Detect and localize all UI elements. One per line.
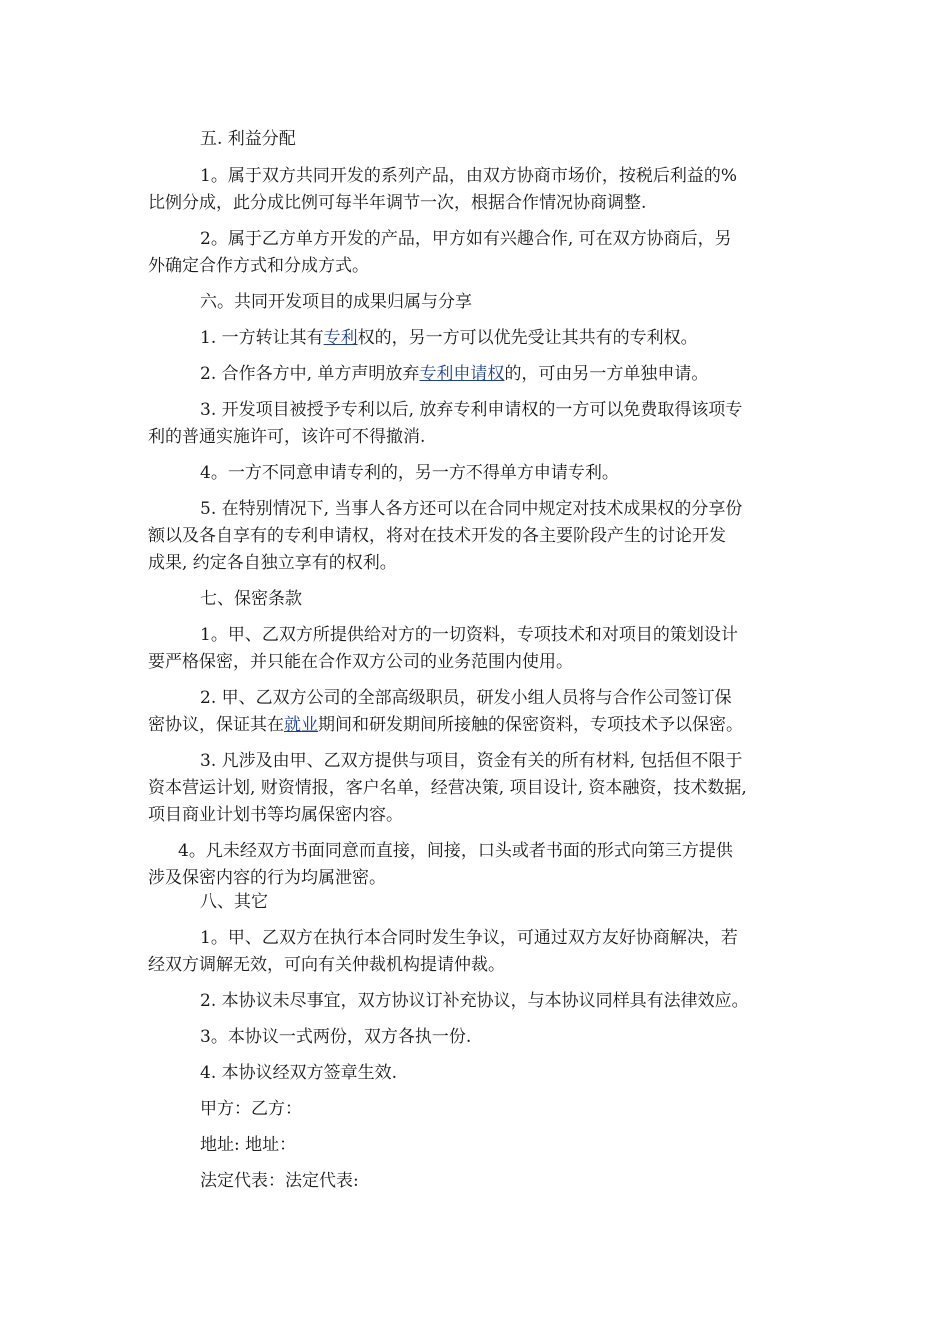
- section-8-para-3: 3。本协议一式两份，双方各执一份.: [200, 1027, 472, 1047]
- section-7-para-3: 3. 凡涉及由甲、乙双方提供与项目，资金有关的所有材料, 包括但不限于: [200, 751, 743, 771]
- section-6-para-5: 5. 在特别情况下, 当事人各方还可以在合同中规定对技术成果权的分享份: [200, 499, 743, 519]
- section-7-para-4-cont: 涉及保密内容的行为均属泄密。: [148, 868, 386, 888]
- signature-representative-line: 法定代表：法定代表:: [200, 1171, 359, 1191]
- section-6-para-5-cont-1: 额以及各自享有的专利申请权，将对在技术开发的各主要阶段产生的讨论开发: [148, 526, 726, 546]
- section-7-para-2: 2. 甲、乙双方公司的全部高级职员，研发小组人员将与合作公司签订保: [200, 688, 732, 708]
- section-7-para-1-cont: 要严格保密，并只能在合作双方公司的业务范围内使用。: [148, 652, 573, 672]
- patent-application-right-link[interactable]: 专利申请权: [419, 364, 505, 384]
- section-6-para-4: 4。一方不同意申请专利的，另一方不得单方申请专利。: [200, 463, 619, 483]
- section-5-para-1: 1。属于双方共同开发的系列产品，由双方协商市场价，按税后利益的%: [200, 166, 737, 186]
- section-8-para-1: 1。甲、乙双方在执行本合同时发生争议，可通过双方友好协商解决，若: [200, 928, 738, 948]
- section-5-para-2-cont: 外确定合作方式和分成方式。: [148, 256, 369, 276]
- patent-link[interactable]: 专利: [323, 328, 358, 348]
- signature-party-line: 甲方：乙方：: [200, 1099, 302, 1119]
- section-7-heading: 七、保密条款: [200, 589, 302, 609]
- section-7-para-3-cont-1: 资本营运计划, 财资情报，客户名单，经营决策, 项目设计, 资本融资，技术数据,: [148, 778, 747, 798]
- section-7-para-2-cont: 密协议，保证其在就业期间和研发期间所接触的保密资料，专项技术予以保密。: [148, 715, 743, 735]
- employment-link[interactable]: 就业: [284, 715, 318, 735]
- section-8-heading: 八、其它: [200, 892, 268, 912]
- section-5-para-2: 2。属于乙方单方开发的产品，甲方如有兴趣合作, 可在双方协商后，另: [200, 229, 732, 249]
- section-5-heading: 五. 利益分配: [200, 129, 296, 149]
- section-5-para-1-cont: 比例分成，此分成比例可每半年调节一次，根据合作情况协商调整.: [148, 193, 647, 213]
- section-6-heading: 六。共同开发项目的成果归属与分享: [200, 292, 472, 312]
- section-7-para-3-cont-2: 项目商业计划书等均属保密内容。: [148, 805, 403, 825]
- section-8-para-1-cont: 经双方调解无效，可向有关仲裁机构提请仲裁。: [148, 955, 505, 975]
- section-6-para-5-cont-2: 成果, 约定各自独立享有的权利。: [148, 553, 397, 573]
- section-7-para-4: 4。凡未经双方书面同意而直接，间接，口头或者书面的形式向第三方提供: [178, 841, 733, 861]
- section-8-para-4: 4. 本协议经双方签章生效.: [200, 1063, 398, 1083]
- signature-address-line: 地址: 地址：: [200, 1135, 297, 1155]
- section-6-para-3-cont: 利的普通实施许可，该许可不得撤消.: [148, 427, 426, 447]
- section-6-para-2: 2. 合作各方中, 单方声明放弃专利申请权的，可由另一方单独申请。: [200, 364, 709, 384]
- section-6-para-3: 3. 开发项目被授予专利以后, 放弃专利申请权的一方可以免费取得该项专: [200, 400, 743, 420]
- section-6-para-1: 1. 一方转让其有专利权的，另一方可以优先受让其共有的专利权。: [200, 328, 698, 348]
- section-8-para-2: 2. 本协议未尽事宜，双方协议订补充协议，与本协议同样具有法律效应。: [200, 991, 749, 1011]
- section-7-para-1: 1。甲、乙双方所提供给对方的一切资料，专项技术和对项目的策划设计: [200, 625, 738, 645]
